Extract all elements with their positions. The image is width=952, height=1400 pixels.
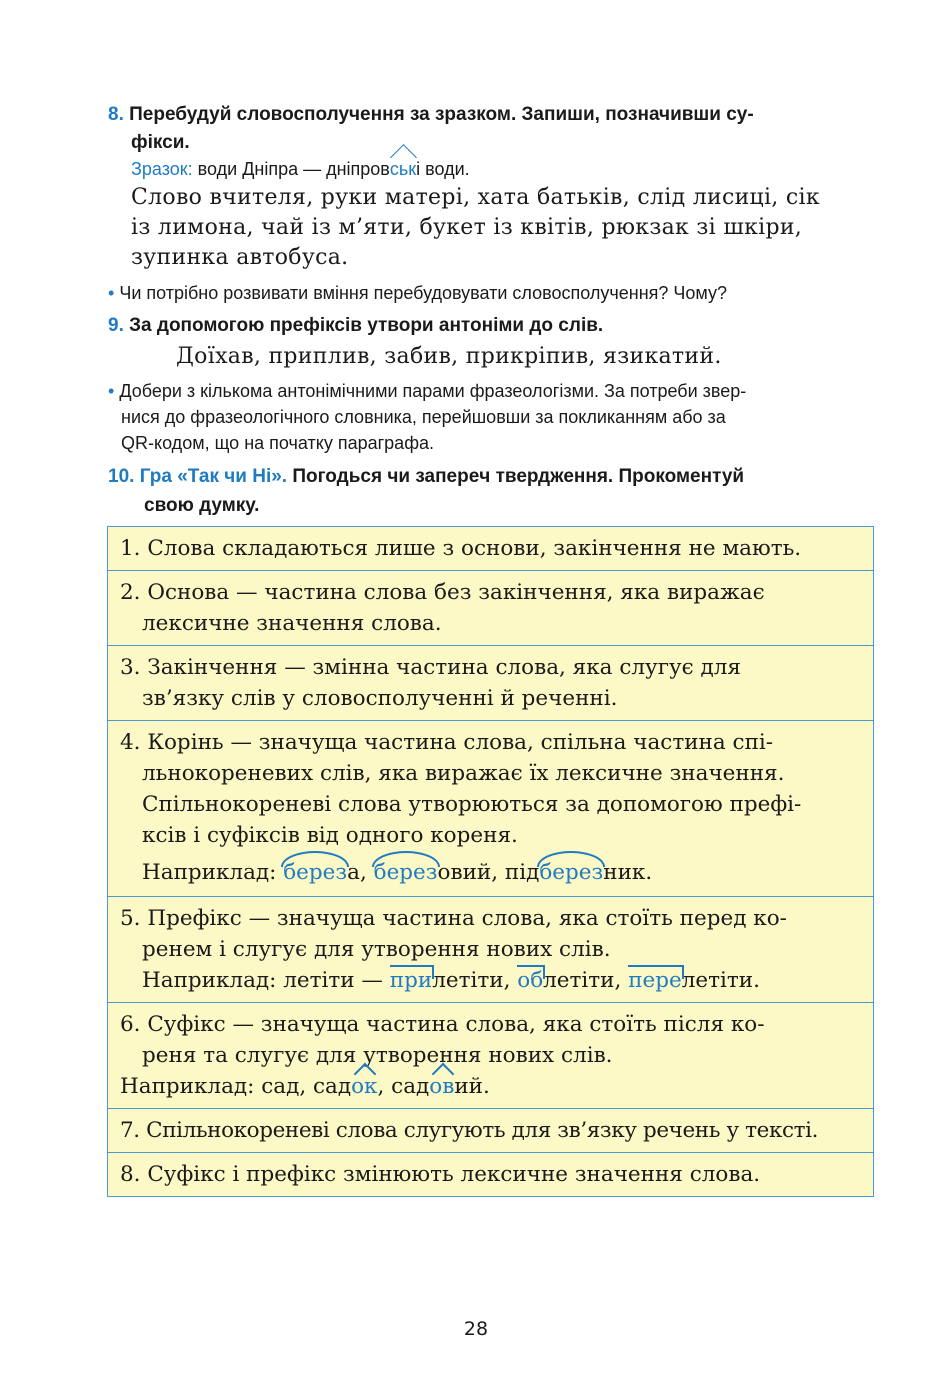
prefix-mark-icon — [628, 965, 684, 979]
statement-4 — [108, 721, 874, 897]
table-row — [108, 897, 874, 1003]
task-bullet-2 — [108, 378, 878, 456]
table-row — [108, 1109, 874, 1153]
exercise-10-title — [108, 462, 744, 491]
statement-6-line1: 6. Суфікс — значуща частина слова, яка стоїть після ко- — [120, 1012, 765, 1037]
root-highlight: берез — [374, 860, 438, 885]
root-mark-icon — [537, 851, 605, 867]
statement-4-line1: 4. Корінь — значуща частина слова, спільна частина спі- — [120, 730, 774, 755]
root-mark-icon — [372, 851, 440, 867]
table-row — [108, 1153, 874, 1197]
exercise-10-title-line1: Погодься чи заперeч твердження. Прокоментуй — [292, 466, 745, 487]
exercise-8-title-line1: Перебудуй словосполучення за зразком. Запиши, позначивши су- — [129, 104, 754, 125]
bullet-icon: • — [108, 283, 115, 303]
statement-2 — [108, 571, 874, 646]
bullet-icon: • — [108, 381, 115, 401]
statement-4-line3: Спільнокореневі слова утворюються за допомогою префі- — [142, 792, 802, 817]
sample-text-post: і води. — [416, 159, 470, 179]
statement-3 — [108, 646, 874, 721]
statements-table — [107, 526, 874, 1197]
statement-6-example: Наприклад: сад, сад ок, сад овий. — [120, 1071, 861, 1102]
statement-2-line1: 2. Основа — частина слова без закінчення, яка виражає — [120, 580, 765, 605]
sample-label: Зразок: — [131, 159, 193, 179]
table-row — [108, 527, 874, 571]
task-bullet-2-line3: QR-кодом, що на початку параграфа. — [121, 433, 435, 453]
table-row — [108, 721, 874, 897]
statement-7: 7. Спільнокореневі слова слугують для зв’язку речень у тексті. — [108, 1109, 874, 1153]
exercise-8-sample — [131, 156, 470, 182]
statement-4-line2: льнокореневих слів, яка виражає їх лексичне значення. — [142, 761, 785, 786]
statement-3-line1: 3. Закінчення — змінна частина слова, яка слугує для — [120, 655, 741, 680]
exercise-8-title-line2: фікси. — [131, 132, 190, 153]
exercise-10-title-line2: свою думку. — [144, 495, 260, 516]
prefix-highlight: об — [517, 968, 543, 993]
exercise-8-number: 8. — [108, 104, 124, 125]
exercise-9-title — [108, 311, 603, 340]
question-bullet-1 — [108, 280, 878, 306]
statement-3-line2: зв’язку слів у словосполученні й реченні. — [142, 686, 618, 711]
table-row — [108, 1003, 874, 1109]
statement-4-example: Наприклад: береза, березовий, під березник. — [120, 857, 861, 888]
task-bullet-2-line2: нися до фразеологічного словника, перейшовши за покликанням або за — [121, 407, 726, 427]
statement-6 — [108, 1003, 874, 1109]
statement-5-example: Наприклад: летіти — прилетіти, облетіти, перелетіти. — [120, 965, 861, 996]
suffix-highlight: ок — [351, 1074, 377, 1099]
table-row — [108, 646, 874, 721]
task-bullet-2-line1: Добери з кількома антонімічними парами фразеологізми. За потреби звер- — [119, 381, 747, 401]
statement-8: 8. Суфікс і префікс змінюють лексичне значення слова. — [108, 1153, 874, 1197]
sample-suffix: ськ — [390, 159, 416, 179]
prefix-highlight: при — [390, 968, 432, 993]
statement-5 — [108, 897, 874, 1003]
exercise-8-title — [108, 100, 754, 129]
suffix-highlight: ов — [429, 1074, 454, 1099]
question-bullet-1-text: Чи потрібно розвивати вміння перебудовувати словосполучення? Чому? — [119, 283, 728, 303]
statement-5-line1: 5. Префікс — значуща частина слова, яка стоїть перед ко- — [120, 906, 787, 931]
exercise-8-text-line1: Слово вчителя, руки матері, хата батьків, слід лисиці, сік — [131, 185, 820, 210]
root-highlight: берез — [283, 860, 347, 885]
statement-1: 1. Слова складаються лише з основи, закінчення не мають. — [108, 527, 874, 571]
statement-5-line2: ренем і слугує для утворення нових слів. — [142, 937, 611, 962]
sample-text-pre: води Дніпра — дніпров — [197, 159, 390, 179]
root-mark-icon — [281, 851, 349, 867]
root-highlight: берез — [539, 860, 603, 885]
page-number: 28 — [463, 1318, 489, 1340]
exercise-8-text-line2: із лимона, чай із м’яти, букет із квітів, рюкзак зі шкіри, — [131, 215, 803, 240]
exercise-9-title-text: За допомогою префіксів утвори антоніми до слів. — [129, 315, 604, 336]
statement-2-line2: лексичне значення слова. — [142, 611, 442, 636]
exercise-9-number: 9. — [108, 315, 124, 336]
prefix-highlight: пере — [628, 968, 682, 993]
prefix-mark-icon — [390, 965, 434, 979]
exercise-8-text-line3: зупинка автобуса. — [131, 245, 349, 270]
table-row — [108, 571, 874, 646]
exercise-10-game-label: 10. Гра «Так чи Ні». — [108, 466, 288, 487]
prefix-mark-icon — [517, 965, 545, 979]
statement-4-line4: ксів і суфіксів від одного кореня. — [142, 823, 518, 848]
statement-6-line2: реня та слугує для утворення нових слів. — [142, 1043, 613, 1068]
exercise-9-words: Доїхав, приплив, забив, прикріпив, язикатий. — [176, 344, 722, 369]
exercise-8-text — [131, 183, 881, 273]
